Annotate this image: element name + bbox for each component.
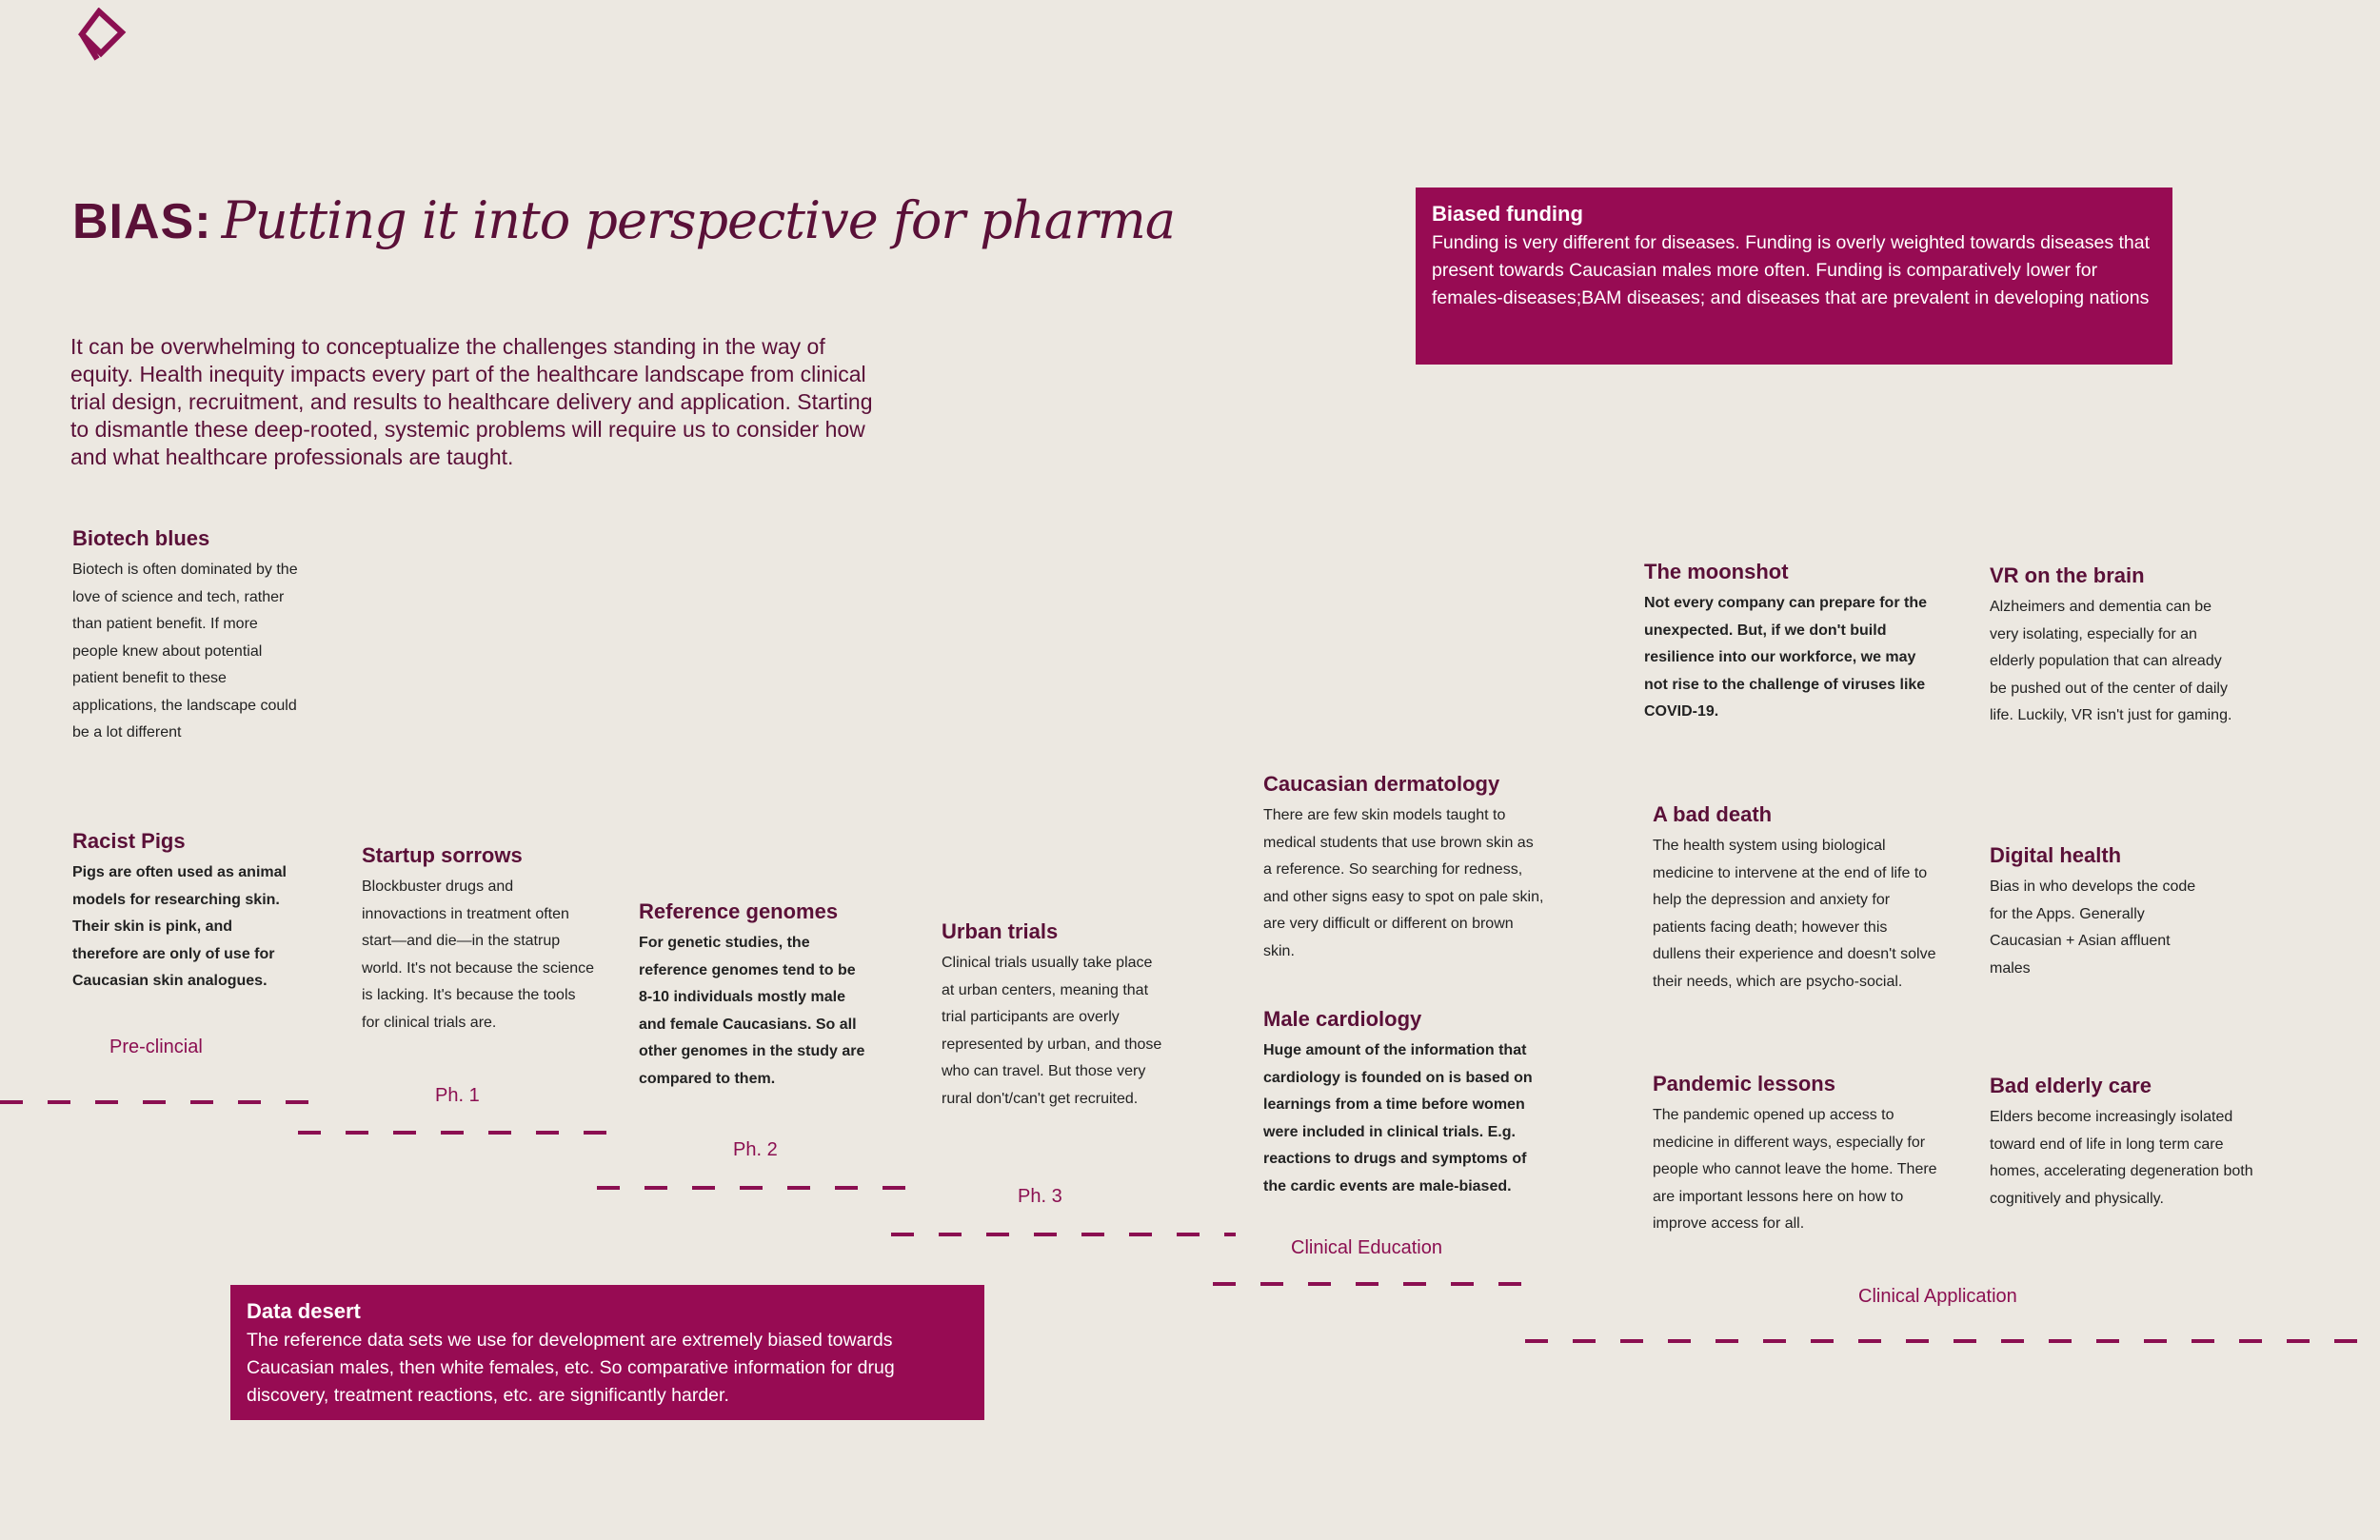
card-digital-health [1990,843,2209,982]
phase-label-ph1: Ph. 1 [435,1085,480,1106]
card-title: VR on the brain [1990,563,2145,587]
card-title: A bad death [1653,802,1773,826]
card-body: Blockbuster drugs and innovactions in treatment often start—and die—in the statrup world. It's not because the science is lacking. It's because the tools for clinical trials are. [362,879,595,1031]
phase-label-ph3: Ph. 3 [1018,1186,1062,1207]
data-desert-banner [230,1285,984,1420]
card-title: Reference genomes [639,899,839,923]
card-startup-sorrows [362,843,595,1037]
card-bad-death [1653,802,1938,996]
page-title [72,190,1175,250]
card-title: Bad elderly care [1990,1074,2152,1097]
card-body: There are few skin models taught to medical students that use brown skin as a reference. So searching for redness, and other signs easy to spot on pale skin, are very difficult or different on brown skin. [1263,807,1544,959]
banner-body: Funding is very different for diseases. Funding is overly weighted towards diseases that present towards Caucasian males more often. Funding is comparatively lower for females-diseases;BAM diseases; and diseases that are prevalent in developing nations [1432,232,2151,308]
card-title: Caucasian dermatology [1263,772,1500,796]
card-title: Urban trials [942,919,1059,943]
card-body: Pigs are often used as animal models for researching skin. Their skin is pink, and therefore are only of use for Caucasian skin analogues. [72,864,287,989]
card-body: Huge amount of the information that cardiology is founded on is based on learnings from a time before women were included in clinical trials. E.g. reactions to drugs and symptoms of the cardic events are male-biased. [1263,1042,1533,1194]
phase-label-pre-clinical: Pre-clincial [109,1037,203,1057]
card-title: Startup sorrows [362,843,523,867]
phase-label-clinical-education: Clinical Education [1291,1237,1442,1258]
card-title: Racist Pigs [72,829,186,853]
title-bold: BIAS: [72,194,212,249]
biased-funding-banner [1416,188,2172,365]
brand-logo-icon [69,8,129,65]
card-male-cardiology [1263,1007,1549,1200]
card-body: Bias in who develops the code for the Apps. Generally Caucasian + Asian affluent males [1990,879,2196,977]
banner-title: Data desert [247,1299,361,1323]
card-title: Pandemic lessons [1653,1072,1835,1096]
phase-label-clinical-application: Clinical Application [1858,1286,2017,1307]
card-body: For genetic studies, the reference genomes tend to be 8-10 individuals mostly male and female Caucasians. So all other genomes in the study are compared to them. [639,935,865,1087]
card-body: Clinical trials usually take place at urban centers, meaning that trial participants are overly represented by urban, and those who can travel. But those very rural don't/can't get recruited. [942,955,1162,1107]
phase-label-ph2: Ph. 2 [733,1139,778,1160]
card-reference-genomes [639,899,872,1093]
title-script: Putting it into perspective for pharma [221,190,1176,250]
card-racist-pigs [72,829,301,996]
intro-paragraph: It can be overwhelming to conceptualize the challenges standing in the way of equity. Health inequity impacts every part of the healthcare landscape from clinical trial design, recruitment, and results to healthcare delivery and application. Starting to dismantle these deep-rooted, systemic problems will require us to consider how and what healthcare professionals are taught. [70,334,873,469]
card-title: Digital health [1990,843,2122,867]
card-title: The moonshot [1644,560,1789,583]
card-vr-brain [1990,563,2237,730]
card-caucasian-dermatology [1263,772,1544,965]
card-body: Elders become increasingly isolated toward end of life in long term care homes, accelerating degeneration both cognitively and physically. [1990,1109,2253,1207]
card-body: Alzheimers and dementia can be very isolating, especially for an elderly population that can already be pushed out of the center of daily life. Luckily, VR isn't just for gaming. [1990,599,2232,723]
card-title: Male cardiology [1263,1007,1422,1031]
card-body: The health system using biological medicine to intervene at the end of life to help the depression and anxiety for patients facing death; however this dullens their experience and doesn't solve their needs, which are psycho-social. [1653,838,1936,990]
card-title: Biotech blues [72,526,210,550]
card-body: The pandemic opened up access to medicine in different ways, especially for people who cannot leave the home. There are important lessons here on how to improve access for all. [1653,1107,1937,1232]
card-urban-trials [942,919,1165,1113]
card-body: Biotech is often dominated by the love of science and tech, rather than patient benefit. If more people knew about potential patient benefit to these applications, the landscape could be a lot different [72,562,298,740]
card-bad-elderly-care [1990,1074,2266,1213]
card-body: Not every company can prepare for the unexpected. But, if we don't build resilience into our workforce, we may not rise to the challenge of viruses like COVID-19. [1644,595,1927,720]
banner-title: Biased funding [1432,202,1583,226]
card-pandemic-lessons [1653,1072,1938,1238]
banner-body: The reference data sets we use for development are extremely biased towards Caucasian males, then white females, etc. So comparative information for drug discovery, treatment reactions, etc. are significantly harder. [247,1330,895,1406]
card-biotech-blues [72,526,301,747]
card-moonshot [1644,560,1930,726]
